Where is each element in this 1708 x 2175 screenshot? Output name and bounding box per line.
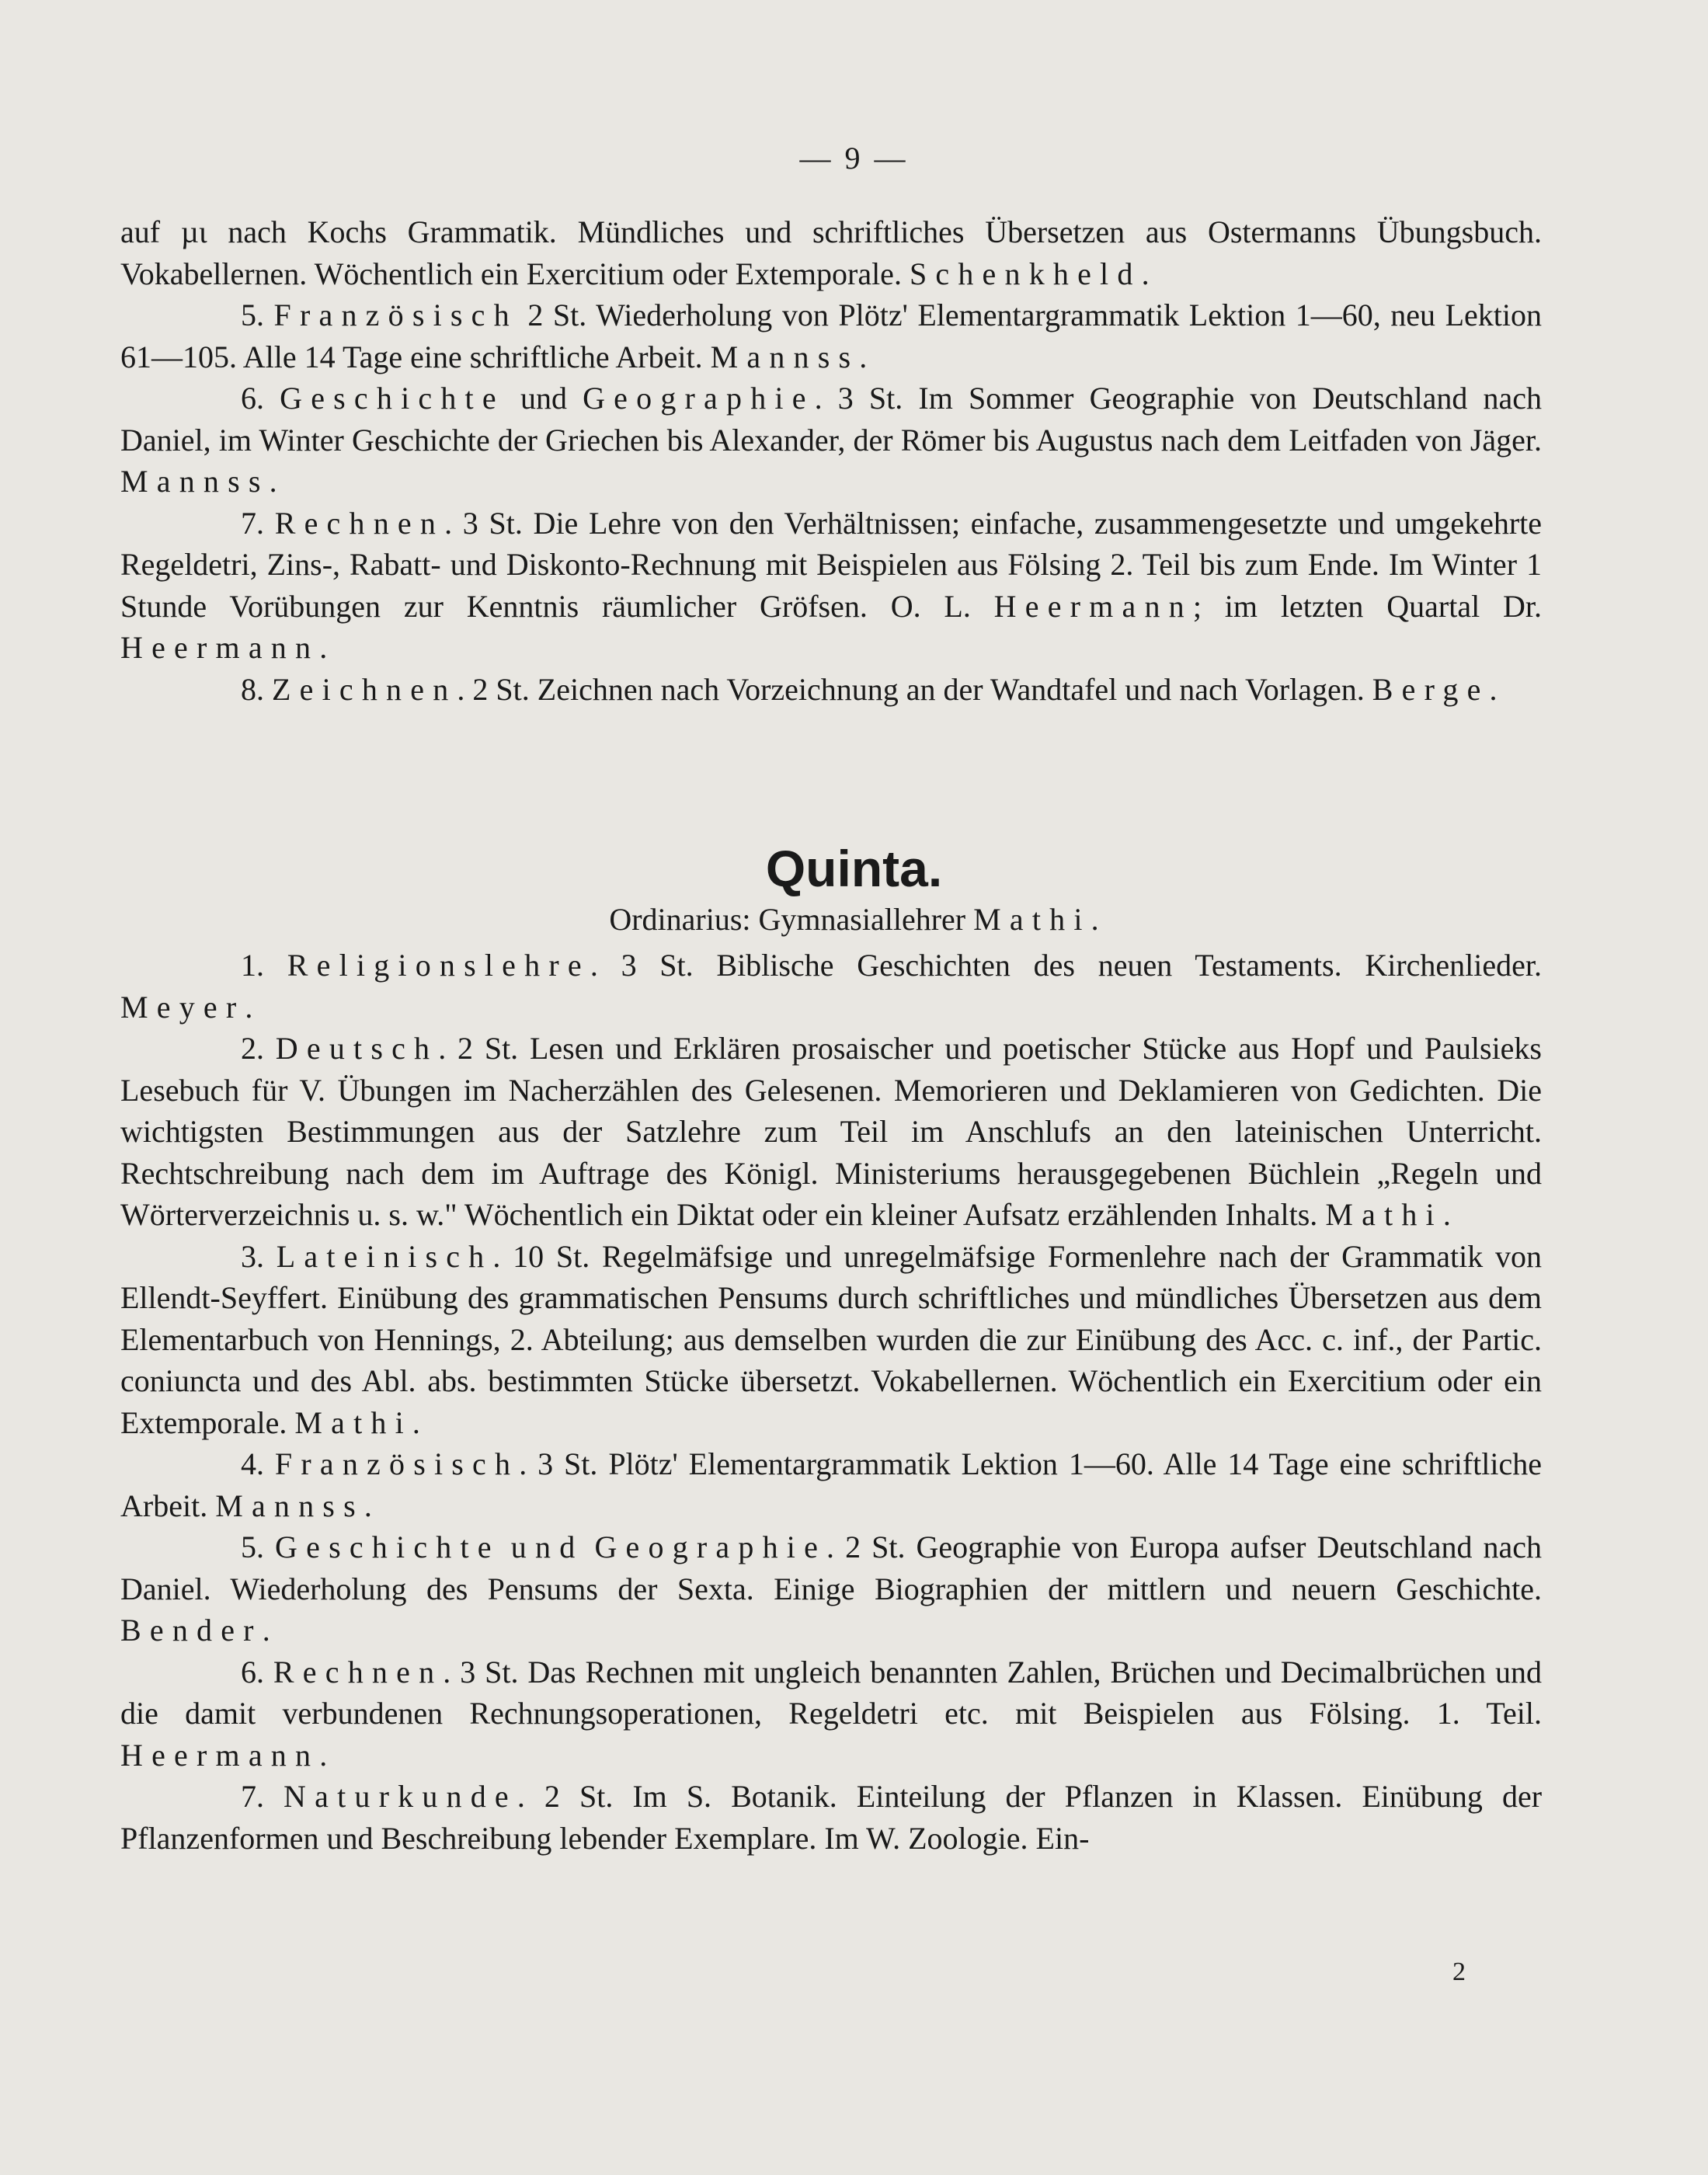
subject-name-2: Geographie (594, 1529, 827, 1564)
item-text: 2 St. Geographie von Europa aufser Deutschland nach Daniel. Wiederholung des Pensums der Sexta. Einige Biographien der mittlern und neuern Geschichte. (120, 1529, 1543, 1606)
item-text: 2 St. Lesen und Erklären prosaischer und poetischer Stücke aus Hopf und Paulsieks Lesebuch für V. Übungen im Nacherzählen des Gelesenen. Memorieren und Deklamieren von Gedichten. Die wichtigsten Bestimmungen aus der Satzlehre zum Teil im Anschlufs an den lateinischen Unterricht. Rechtschreibung nach dem im Auftrage des Königl. Ministeriums herausgegebenen Büchlein „Regeln und Wörterverzeichnis u. s. w." Wöchentlich ein Diktat oder ein kleiner Aufsatz erzählenden Inhalts. (120, 1031, 1543, 1232)
list-item: 2. Deutsch. 2 St. Lesen und Erklären prosaischer und poetischer Stücke aus Hopf und Paulsieks Lesebuch für V. Übungen im Nacherzählen des Gelesenen. Memorieren und Deklamieren von Gedichten. Die wichtigsten Bestimmungen aus der Satzlehre zum Teil im Anschlufs an den lateinischen Unterricht. Rechtschreibung nach dem im Auftrage des Königl. Ministeriums herausgegebenen Büchlein „Regeln und Wörterverzeichnis u. s. w." Wöchentlich ein Diktat oder ein kleiner Aufsatz erzählenden Inhalts. Mathi. (120, 1031, 1543, 1232)
signature-mark: 2 (1452, 1958, 1466, 1986)
list-item: 6. Geschichte und Geographie. 3 St. Im Sommer Geographie von Deutschland nach Daniel, im Winter Geschichte der Griechen bis Alexander, der Römer bis Augustus nach dem Leitfaden von Jäger. Mannss. (120, 381, 1543, 499)
teacher-name: Mannss (120, 464, 270, 499)
subject-name: Lateinisch (276, 1238, 493, 1274)
item-text: 10 St. Regelmäfsige und unregelmäfsige Formenlehre nach der Grammatik von Ellendt-Seyffert. Einübung des grammatischen Pensums durch schriftliches und mündliches Übersetzen aus dem Elementarbuch von Hennings, 2. Abteilung; aus demselben wurden die zur Einübung des Acc. c. inf., der Partic. coniuncta und des Abl. abs. bestimmten Stücke übersetzt. Vokabellernen. Wöchentlich ein Exercitium oder ein Extemporale. (120, 1238, 1542, 1440)
teacher-name: Schenkheld (909, 256, 1142, 291)
subject-conjunction: und (510, 1529, 584, 1564)
subject-name: Religionslehre (287, 948, 590, 983)
list-item: 4. Französisch. 3 St. Plötz' Elementargrammatik Lektion 1—60. Alle 14 Tage eine schriftliche Arbeit. Mannss. (120, 1446, 1543, 1523)
ordinarius-label: Ordinarius: Gymnasiallehrer (609, 902, 966, 937)
teacher-prefix: O. L. (890, 588, 971, 624)
teacher-name: Mannss (710, 339, 860, 374)
item-text: 3 St. Das Rechnen mit ungleich benannten Zahlen, Brüchen und Decimalbrüchen und die damit verbundenen Rechnungsoperationen, Regeldetri etc. mit Beispielen aus Fölsing. 1. Teil. (120, 1654, 1543, 1731)
list-item: 7. Naturkunde. 2 St. Im S. Botanik. Einteilung der Pflanzen in Klassen. Einübung der Pflanzenformen und Beschreibung lebender Exemplare. Im W. Zoologie. Ein- (120, 1779, 1543, 1856)
subject-name: Geschichte (275, 1529, 500, 1564)
top-section (120, 211, 1542, 710)
subject-name: Geschichte (280, 381, 505, 416)
teacher-name: Bender (120, 1613, 263, 1648)
item-number: 5. (241, 298, 264, 332)
subject-name: Französisch (274, 1446, 520, 1481)
teacher-name: Mannss (215, 1488, 364, 1523)
ordinarius-name: Mathi (973, 902, 1091, 937)
teacher-name: Heermann (993, 588, 1193, 624)
continuation-paragraph: auf µι nach Kochs Grammatik. Mündliches und schriftliches Übersetzen aus Ostermanns Übungsbuch. Vokabellernen. Wöchentlich ein Exercitium oder Extemporale. Schenkheld. (120, 214, 1542, 291)
item-text: 2 St. Zeichnen nach Vorzeichnung an der Wandtafel und nach Vorlagen. (472, 671, 1365, 707)
list-item: 1. Religionslehre. 3 St. Biblische Geschichten des neuen Testaments. Kirchenlieder. Meyer. (120, 948, 1542, 1025)
list-item: 5. Geschichte und Geographie. 2 St. Geographie von Europa aufser Deutschland nach Daniel. Wiederholung des Pensums der Sexta. Einige Biographien der mittlern und neuern Geschichte. Bender. (120, 1529, 1543, 1648)
subject-name: Französisch (273, 298, 518, 332)
item-text: 3 St. Im Sommer Geographie von Deutschland nach Daniel, im Winter Geschichte der Griechen bis Alexander, der Römer bis Augustus nach dem Leitfaden von Jäger. (120, 381, 1543, 458)
teacher-name: Mathi (1325, 1197, 1443, 1232)
list-item: 6. Rechnen. 3 St. Das Rechnen mit ungleich benannten Zahlen, Brüchen und Decimalbrüchen und die damit verbundenen Rechnungsoperationen, Regeldetri etc. mit Beispielen aus Fölsing. 1. Teil. Heermann. (120, 1654, 1543, 1773)
item-number: 7. (241, 505, 264, 541)
section-title: Quinta. (765, 840, 943, 897)
teacher-name: Berge (1372, 671, 1490, 707)
item-text: 3 St. Plötz' Elementargrammatik Lektion 1—60. Alle 14 Tage eine schriftliche Arbeit. (120, 1446, 1543, 1523)
continuation-text: auf µι nach Kochs Grammatik. Mündliches und schriftliches Übersetzen aus Ostermanns Übungsbuch. Vokabellernen. Wöchentlich ein Exercitium oder Extemporale. (120, 214, 1542, 291)
subject-name: Deutsch (275, 1031, 439, 1066)
teacher-name-2: Heermann (120, 630, 320, 665)
item-number: 6. (241, 1654, 264, 1690)
list-item: 5. Französisch 2 St. Wiederholung von Plötz' Elementargrammatik Lektion 1—60, neu Lektion 61—105. Alle 14 Tage eine schriftliche Arbeit. Mannss. (120, 298, 1543, 374)
quinta-section (120, 945, 1542, 1859)
item-number: 1. (241, 948, 264, 983)
teacher-name: Meyer (120, 989, 245, 1025)
teacher-name: Mathi (294, 1404, 412, 1440)
teacher-connector: ; im letzten Quartal Dr. (1192, 588, 1543, 624)
item-number: 4. (241, 1446, 264, 1481)
item-text: 2 St. Wiederholung von Plötz' Elementargrammatik Lektion 1—60, neu Lektion 61—105. Alle 14 Tage eine schriftliche Arbeit. (120, 298, 1543, 374)
item-number: 3. (241, 1238, 264, 1274)
subject-name: Rechnen (273, 1654, 444, 1690)
item-number: 6. (241, 381, 264, 416)
page-number: — 9 — (799, 141, 909, 176)
item-number: 8. (241, 671, 264, 707)
subject-name: Naturkunde (284, 1779, 517, 1814)
list-item: 7. Rechnen. 3 St. Die Lehre von den Verhältnissen; einfache, zusammengesetzte und umgekehrte Regeldetri, Zins-, Rabatt- und Diskonto-Rechnung mit Beispielen aus Fölsing 2. Teil bis zum Ende. Im Winter 1 Stunde Vorübungen zur Kenntnis räumlicher Gröfsen. O. L. Heermann; im letzten Quartal Dr. Heermann. (120, 505, 1543, 665)
item-text: 3 St. Die Lehre von den Verhältnissen; einfache, zusammengesetzte und umgekehrte Regeldetri, Zins-, Rabatt- und Diskonto-Rechnung mit Beispielen aus Fölsing 2. Teil bis zum Ende. Im Winter 1 Stunde Vorübungen zur Kenntnis räumlicher Gröfsen. (120, 505, 1543, 624)
item-number: 5. (241, 1529, 264, 1564)
list-item: 8. Zeichnen. 2 St. Zeichnen nach Vorzeichnung an der Wandtafel und nach Vorlagen. Berge. (241, 671, 1498, 707)
item-text: 3 St. Biblische Geschichten des neuen Testaments. Kirchenlieder. (621, 948, 1542, 983)
subject-name: Rechnen (274, 505, 445, 541)
list-item: 3. Lateinisch. 10 St. Regelmäfsige und unregelmäfsige Formenlehre nach der Grammatik von Ellendt-Seyffert. Einübung des grammatischen Pensums durch schriftliches und mündliches Übersetzen aus dem Elementarbuch von Hennings, 2. Abteilung; aus demselben wurden die zur Einübung des Acc. c. inf., der Partic. coniuncta und des Abl. abs. bestimmten Stücke übersetzt. Vokabellernen. Wöchentlich ein Exercitium oder ein Extemporale. Mathi. (120, 1238, 1542, 1440)
ordinarius-line: Ordinarius: Gymnasiallehrer Mathi. (609, 902, 1099, 937)
teacher-name: Heermann (120, 1737, 320, 1773)
subject-name-2: Geographie (583, 381, 815, 416)
item-number: 7. (241, 1779, 264, 1814)
subject-conjunction: und (520, 381, 567, 416)
item-text: 2 St. Im S. Botanik. Einteilung der Pflanzen in Klassen. Einübung der Pflanzenformen und Beschreibung lebender Exemplare. Im W. Zoologie. Ein- (120, 1779, 1543, 1856)
subject-name: Zeichnen (272, 671, 457, 707)
item-number: 2. (241, 1031, 264, 1066)
